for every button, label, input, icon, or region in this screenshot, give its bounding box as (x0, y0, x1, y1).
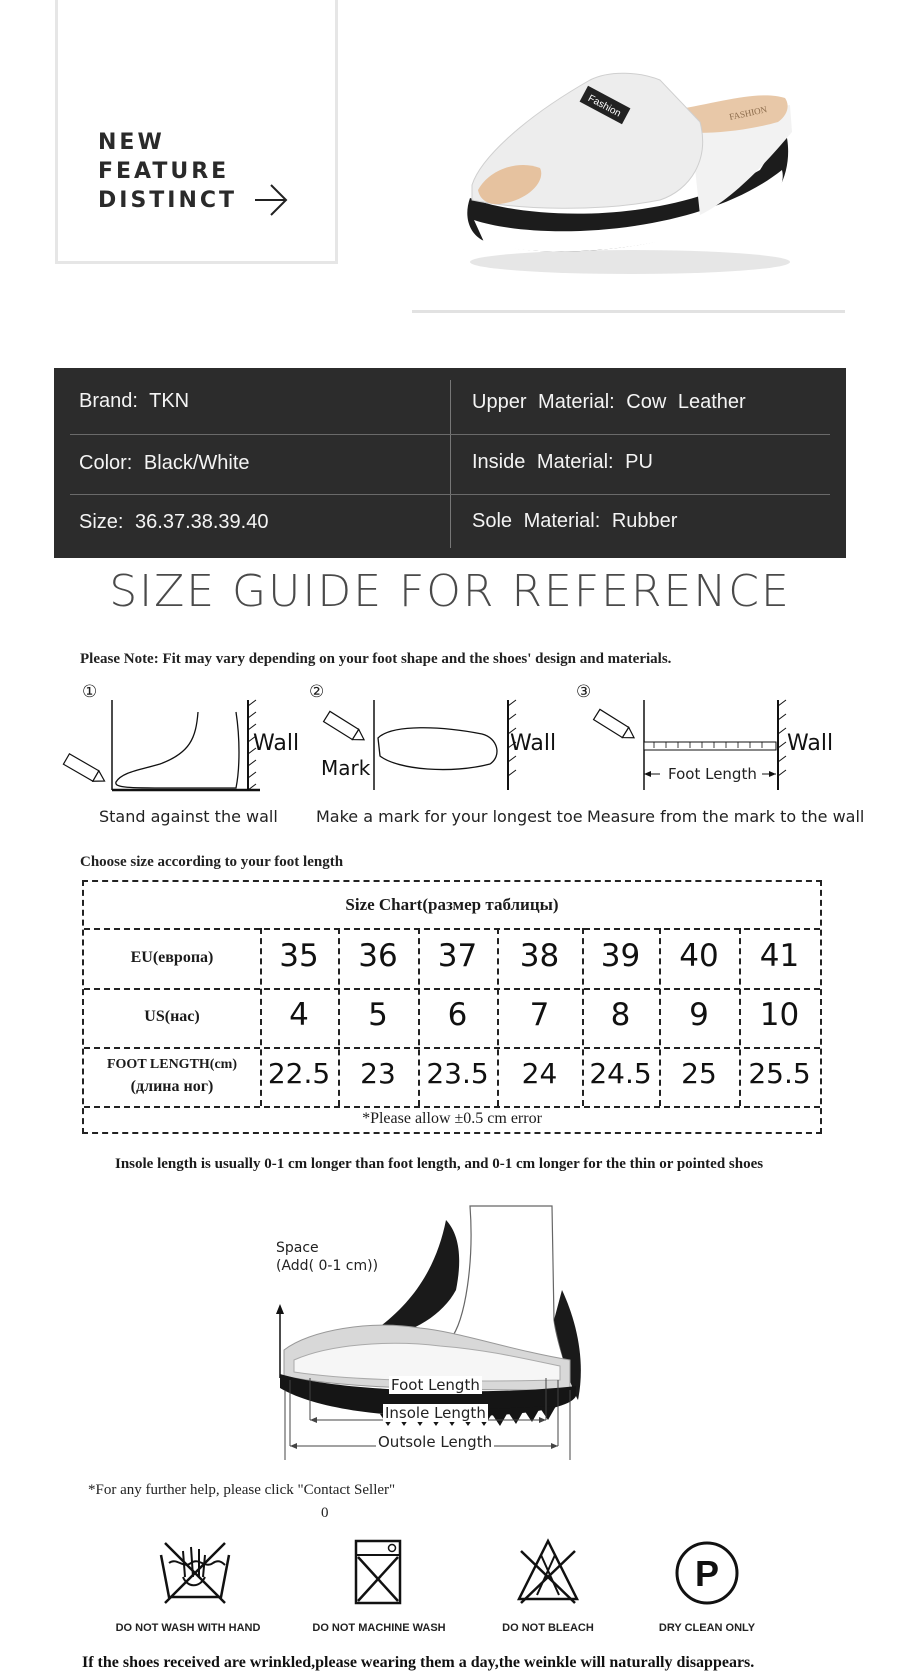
spec-brand: Brand: TKN (79, 390, 190, 412)
divider (412, 310, 845, 313)
foot-length-cell: 22.5 (267, 1057, 331, 1090)
space-label: Space (276, 1240, 319, 1256)
column-divider (450, 380, 451, 548)
fit-note: Please Note: Fit may vary depending on your foot shape and the shoes' design and materials. (80, 651, 672, 667)
us-size-cell: 7 (529, 997, 550, 1033)
step-caption: Measure from the mark to the wall (587, 807, 865, 826)
care-label: DRY CLEAN ONLY (658, 1622, 756, 1634)
row-divider (84, 988, 820, 990)
row-divider (84, 928, 820, 930)
foot-length-cell: 23 (360, 1057, 396, 1090)
foot-length-cell: 25 (681, 1057, 717, 1090)
spec-inside-material: Inside Material: PU (472, 451, 653, 473)
care-label: DO NOT WASH WITH HAND (115, 1622, 261, 1634)
step-number: ② (309, 682, 325, 702)
step-number: ③ (576, 682, 592, 702)
feature-line-distinct: DISTINCT (98, 188, 238, 213)
choose-size-text: Choose size according to your foot length (80, 854, 344, 870)
foot-length-cell: 23.5 (426, 1057, 489, 1090)
wall-label: Wall (787, 731, 834, 756)
eu-size-cell: 41 (759, 938, 800, 974)
no-machine-wash-icon (350, 1537, 406, 1607)
us-size-cell: 5 (368, 997, 388, 1033)
wall-label: Wall (510, 731, 557, 756)
us-size-cell: 8 (610, 997, 631, 1033)
wrinkle-note: If the shoes received are wrinkled,please wearing them a day,the weinkle will naturally disappears. (82, 1654, 755, 1671)
svg-text:Fashion: Fashion (586, 93, 623, 120)
us-row-label: US(нас) (144, 1008, 200, 1025)
help-zero: 0 (321, 1505, 329, 1521)
insole-length-dim-label: Insole Length (385, 1404, 486, 1422)
wall-label: Wall (253, 731, 300, 756)
us-size-cell: 9 (689, 997, 709, 1033)
measure-length-illustration (588, 698, 798, 798)
allow-error-note: *Please allow ±0.5 cm error (362, 1110, 542, 1127)
foot-length-cell: 25.5 (748, 1057, 811, 1090)
eu-size-cell: 36 (358, 938, 398, 974)
insole-length-note: Insole length is usually 0-1 cm longer than foot length, and 0-1 cm longer for the thin or pointed shoes (115, 1156, 764, 1172)
spec-color: Color: Black/White (79, 452, 250, 474)
eu-size-cell: 37 (437, 938, 478, 974)
outsole-length-dim-label: Outsole Length (378, 1433, 493, 1451)
foot-length-cell: 24.5 (589, 1057, 652, 1090)
us-size-cell: 4 (289, 997, 309, 1033)
care-label: DO NOT MACHINE WASH (312, 1622, 446, 1634)
spec-sole-material: Sole Material: Rubber (472, 510, 678, 532)
foot-length-label: Foot Length (668, 765, 757, 783)
row-divider (70, 494, 830, 495)
mark-label: Mark (321, 756, 371, 780)
feature-line-new: NEW (98, 130, 165, 155)
eu-size-cell: 35 (279, 938, 319, 974)
size-guide-title: SIZE GUIDE FOR REFERENCE (109, 566, 791, 617)
dry-clean-only-icon (674, 1540, 740, 1606)
size-chart-title: Size Chart(размер таблицы) (345, 895, 559, 914)
step-caption: Make a mark for your longest toe (316, 807, 583, 826)
row-divider (70, 434, 830, 435)
us-size-cell: 10 (759, 997, 800, 1033)
row-divider (84, 1106, 820, 1108)
foot-row-label-ru: (длина ног) (130, 1078, 214, 1095)
care-label: DO NOT BLEACH (502, 1622, 594, 1634)
spec-size: Size: 36.37.38.39.40 (79, 511, 269, 533)
eu-size-cell: 39 (600, 938, 641, 974)
svg-text:FASHION: FASHION (728, 104, 768, 122)
svg-text:P: P (694, 1553, 720, 1594)
foot-length-cell: 24 (521, 1057, 558, 1090)
spec-upper-material: Upper Material: Cow Leather (472, 391, 746, 413)
feature-line-feature: FEATURE (98, 159, 230, 184)
space-add-label: (Add( 0-1 cm)) (276, 1258, 379, 1274)
no-bleach-icon (515, 1537, 581, 1607)
step-caption: Stand against the wall (99, 807, 278, 826)
row-divider (84, 1047, 820, 1049)
spec-table (54, 368, 846, 558)
feature-box (55, 0, 338, 264)
eu-row-label: EU(европа) (130, 949, 214, 966)
step-number: ① (82, 682, 98, 702)
mark-toe-illustration (322, 698, 522, 798)
eu-size-cell: 40 (679, 938, 719, 974)
foot-row-label: FOOT LENGTH(cm) (106, 1057, 238, 1072)
foot-length-dim-label: Foot Length (391, 1376, 480, 1394)
size-chart-table (82, 880, 822, 1134)
arrow-right-icon (253, 183, 289, 217)
no-hand-wash-icon (155, 1537, 235, 1607)
us-size-cell: 6 (447, 997, 468, 1033)
eu-size-cell: 38 (519, 938, 560, 974)
shoe-image (460, 50, 805, 280)
contact-seller-text: *For any further help, please click "Contact Seller" (88, 1482, 396, 1498)
